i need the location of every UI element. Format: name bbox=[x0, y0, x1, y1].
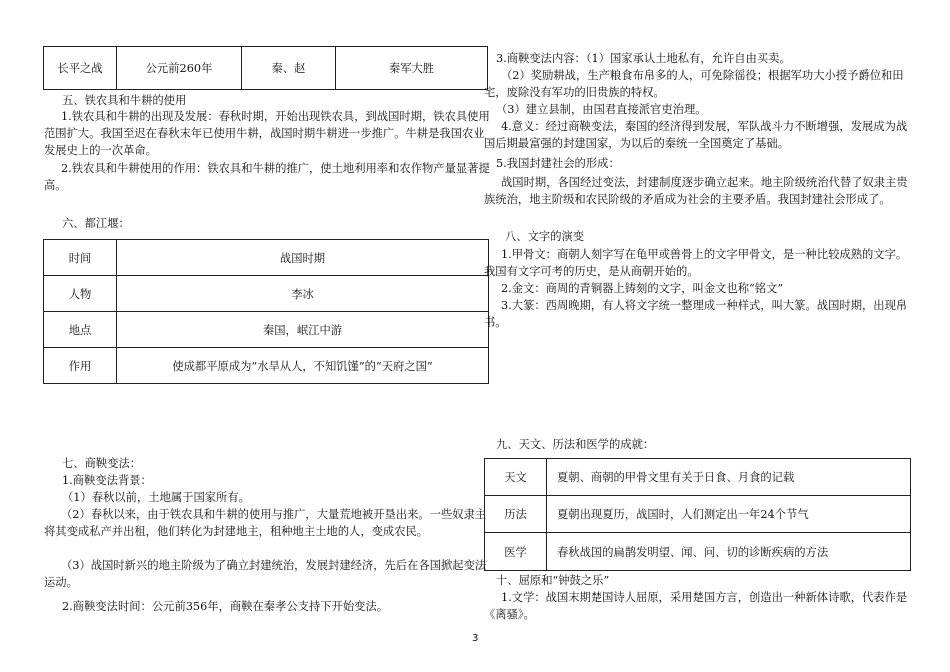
djy-value-person: 李冰 bbox=[117, 276, 489, 312]
section-5-para-1: 1.铁农具和牛耕的出现及发展：春秋时期，开始出现铁农具，到战国时期，铁农具使用范围扩大。我国至迟在春秋末年已使用牛耕，战国时期牛耕进一步推广。牛耕是我国农业发展史上的一次革命。 bbox=[44, 110, 490, 157]
section-7-line-2: （1）春秋以前，土地属于国家所有。 bbox=[62, 491, 250, 504]
section-8-para-1: 1.甲骨文：商朝人刻字写在龟甲或兽骨上的文字甲骨文，是一种比较成熟的文字。我国有文字可考的历史，是从商朝开始的。 bbox=[484, 248, 908, 278]
feudal-formation-line: 5.我国封建社会的形成： bbox=[496, 157, 620, 170]
battle-parties-cell: 秦、赵 bbox=[242, 47, 336, 90]
section-7-para-4: （3）战国时新兴的地主阶级为了确立封建统治，发展封建经济，先后在各国掀起变法运动。 bbox=[44, 559, 487, 589]
dujiangyan-table bbox=[43, 239, 489, 384]
djy-value-effect: 使成都平原成为“水旱从人，不知饥馑”的“天府之国” bbox=[117, 348, 489, 384]
section-8-line-2: 2.金文：商周的青铜器上铸刻的文字，叫金文也称“铭文” bbox=[501, 282, 784, 295]
sci-label-astronomy: 天文 bbox=[485, 459, 547, 496]
reform-content-para-2: （2）奖励耕战，生产粮食布帛多的人，可免除徭役；根据军功大小授予爵位和田宅，废除没有军功的旧贵族的特权。 bbox=[484, 69, 904, 99]
reform-content-line-3: （3）建立县制，由国君直接派官吏治理。 bbox=[496, 103, 707, 116]
section-8-para-3: 3.大篆：西周晚期，有人将文字统一整理成一种样式，叫大篆。战国时期，出现帛书。 bbox=[484, 299, 908, 329]
sci-value-medicine: 春秋战国的扁鹊发明望、闻、问、切的诊断疾病的方法 bbox=[547, 533, 911, 571]
section-9-title: 九、天文、历法和医学的成就： bbox=[496, 438, 655, 451]
battle-result-cell: 秦军大胜 bbox=[336, 47, 488, 90]
battle-table bbox=[43, 46, 488, 90]
section-7-title: 七、商鞅变法： bbox=[62, 457, 142, 470]
sci-value-calendar: 夏朝出现夏历，战国时，人们测定出一年24个节气 bbox=[547, 496, 911, 533]
section-5-title: 五、铁农具和牛耕的使用 bbox=[62, 94, 187, 107]
sci-label-calendar: 历法 bbox=[485, 496, 547, 533]
section-7-line-1: 1.商鞅变法背景： bbox=[62, 474, 152, 487]
sci-label-medicine: 医学 bbox=[485, 533, 547, 571]
achievements-table bbox=[484, 458, 911, 571]
feudal-formation-para: 战国时期，各国经过变法，封建制度逐步确立起来。地主阶级统治代替了奴隶主贵族统治，地主阶级和农民阶级的矛盾成为社会的主要矛盾。我国封建社会形成了。 bbox=[484, 176, 908, 206]
djy-label-effect: 作用 bbox=[44, 348, 117, 384]
reform-content-line: 3.商鞅变法内容：（1）国家承认土地私有，允许自由买卖。 bbox=[496, 52, 791, 65]
section-7-para-3: （2）春秋以来，由于铁农具和牛耕的使用与推广，大量荒地被开垦出来。一些奴隶主将其变成私产并出租，他们转化为封建地主，租种地主土地的人，变成农民。 bbox=[44, 508, 487, 538]
section-10-para-1: 1.文学：战国末期楚国诗人屈原，采用楚国方言，创造出一种新体诗歌，代表作是《离骚》。 bbox=[484, 591, 908, 621]
sci-value-astronomy: 夏朝、商朝的甲骨文里有关于日食、月食的记载 bbox=[547, 459, 911, 496]
page-number: 3 bbox=[472, 633, 479, 644]
reform-significance-para: 4.意义：经过商鞅变法，秦国的经济得到发展，军队战斗力不断增强，发展成为战国后期最富强的封建国家，为以后的秦统一全国奠定了基础。 bbox=[484, 120, 908, 150]
section-10-title: 十、屈原和“钟鼓之乐” bbox=[496, 574, 610, 587]
battle-name-cell: 长平之战 bbox=[44, 47, 117, 90]
section-7-line-5: 2.商鞅变法时间：公元前356年，商鞅在秦孝公支持下开始变法。 bbox=[62, 600, 389, 613]
djy-label-person: 人物 bbox=[44, 276, 117, 312]
djy-label-place: 地点 bbox=[44, 312, 117, 348]
battle-date-cell: 公元前260年 bbox=[117, 47, 242, 90]
section-5-para-2: 2.铁农具和牛耕使用的作用：铁农具和牛耕的推广，使土地利用率和农作物产量显著提高。 bbox=[44, 162, 490, 192]
section-6-title: 六、都江堰： bbox=[62, 217, 130, 230]
section-8-title: 八、文字的演变 bbox=[505, 230, 585, 243]
djy-value-place: 秦国，岷江中游 bbox=[117, 312, 489, 348]
djy-label-time: 时间 bbox=[44, 240, 117, 276]
djy-value-time: 战国时期 bbox=[117, 240, 489, 276]
